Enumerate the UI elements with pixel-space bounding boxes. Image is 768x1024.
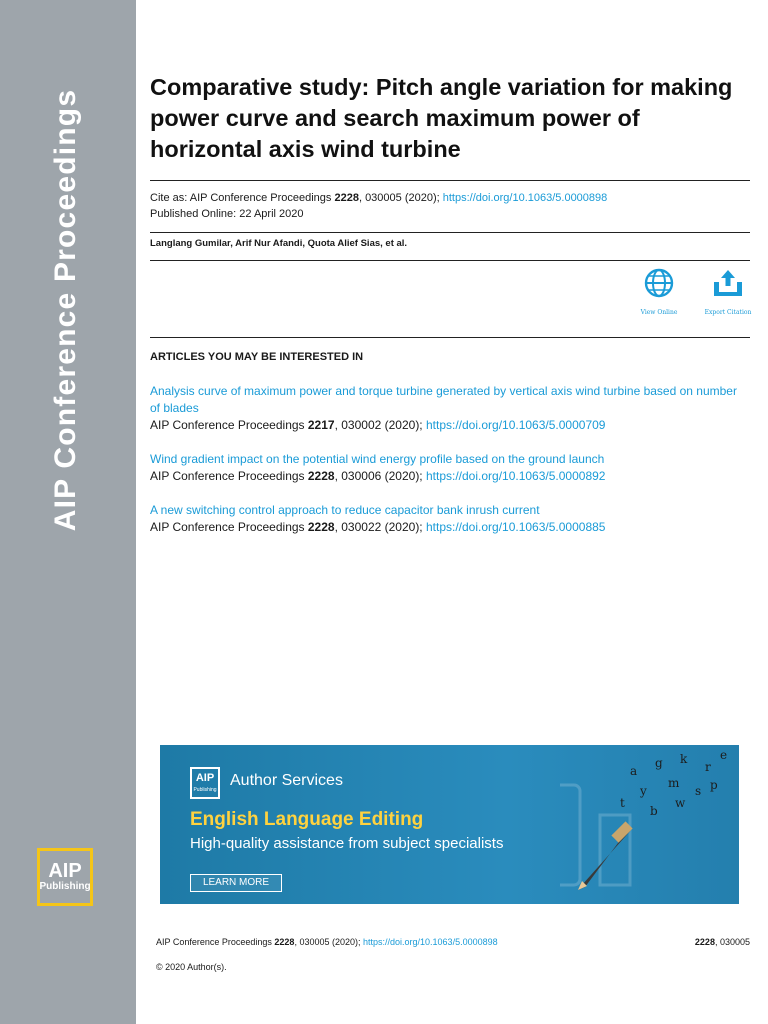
footer-rest: , 030005 (2020); xyxy=(294,937,363,947)
pencil-illustration xyxy=(560,745,739,904)
export-citation-label: Export Citation xyxy=(704,309,752,316)
svg-text:w: w xyxy=(675,796,686,810)
published-date: Published Online: 22 April 2020 xyxy=(150,208,304,220)
related-article xyxy=(150,451,750,485)
export-icon xyxy=(711,268,745,298)
citation-rest: , 030006 (2020); xyxy=(334,469,426,483)
svg-text:k: k xyxy=(680,752,688,766)
banner-subline: High-quality assistance from subject specialists xyxy=(190,835,504,852)
journal-name: AIP Conference Proceedings xyxy=(150,520,308,534)
svg-text:s: s xyxy=(695,784,702,798)
service-name: Author Services xyxy=(230,772,343,789)
citation-block xyxy=(150,190,607,222)
export-citation-button[interactable] xyxy=(698,268,758,316)
cite-doi-link[interactable]: https://doi.org/10.1063/5.0000898 xyxy=(442,192,608,204)
svg-text:g: g xyxy=(655,756,663,770)
author-services-banner[interactable] xyxy=(160,745,739,904)
footer-citation xyxy=(156,937,750,947)
journal-name: AIP Conference Proceedings xyxy=(49,88,82,532)
related-article-title[interactable]: Wind gradient impact on the potential wind energy profile based on the ground launch xyxy=(150,452,605,466)
aip-logo-text: AIP xyxy=(195,772,215,784)
learn-more-button[interactable]: LEARN MORE xyxy=(190,874,282,892)
volume: 2228 xyxy=(307,469,335,483)
banner-headline: English Language Editing xyxy=(190,809,424,830)
aip-logo xyxy=(190,767,220,799)
related-article xyxy=(150,383,750,434)
svg-text:a: a xyxy=(630,764,638,778)
citation-rest: , 030022 (2020); xyxy=(334,520,426,534)
related-article xyxy=(150,502,750,536)
doi-link[interactable]: https://doi.org/10.1063/5.0000885 xyxy=(425,520,606,534)
footer-volume: 2228 xyxy=(274,937,295,947)
svg-text:m: m xyxy=(668,776,680,790)
svg-text:y: y xyxy=(640,784,647,798)
journal-name: AIP Conference Proceedings xyxy=(150,469,308,483)
sidebar xyxy=(0,0,136,1024)
citation-rest: , 030002 (2020); xyxy=(334,418,426,432)
cite-prefix: Cite as: AIP Conference Proceedings xyxy=(150,192,335,204)
aip-logo-subtext: Publishing xyxy=(193,787,217,793)
volume: 2217 xyxy=(307,418,335,432)
logo-text: AIP xyxy=(48,860,82,882)
footer-doi-link[interactable]: https://doi.org/10.1063/5.0000898 xyxy=(363,937,498,947)
journal-name: AIP Conference Proceedings xyxy=(150,418,308,432)
paper-title: Comparative study: Pitch angle variation for making power curve and search maximum power of horizontal axis wind turbine xyxy=(150,74,733,162)
globe-icon xyxy=(644,268,674,298)
copyright: © 2020 Author(s). xyxy=(156,962,227,972)
aip-publishing-logo[interactable] xyxy=(37,848,93,906)
doi-link[interactable]: https://doi.org/10.1063/5.0000892 xyxy=(425,469,606,483)
related-article-title[interactable]: A new switching control approach to reduce capacitor bank inrush current xyxy=(150,503,540,517)
page-number: , 030005 xyxy=(714,937,750,947)
logo-subtext: Publishing xyxy=(39,881,91,892)
divider xyxy=(150,180,750,181)
volume: 2228 xyxy=(307,520,335,534)
divider xyxy=(150,232,750,233)
svg-text:p: p xyxy=(710,778,718,792)
view-online-label: View Online xyxy=(640,309,678,316)
related-heading: ARTICLES YOU MAY BE INTERESTED IN xyxy=(150,351,364,363)
page-reference xyxy=(695,937,750,947)
divider xyxy=(150,260,750,261)
page-volume: 2228 xyxy=(694,937,715,947)
view-online-button[interactable] xyxy=(629,268,689,316)
footer-journal: AIP Conference Proceedings xyxy=(156,937,275,947)
cite-volume: 2228 xyxy=(334,192,359,204)
svg-text:t: t xyxy=(620,796,625,810)
cite-rest: , 030005 (2020); xyxy=(358,192,443,204)
svg-text:e: e xyxy=(720,748,728,762)
doi-link[interactable]: https://doi.org/10.1063/5.0000709 xyxy=(425,418,606,432)
related-article-title[interactable]: Analysis curve of maximum power and torque turbine generated by vertical axis wind turbine based on number of blades xyxy=(150,384,737,415)
author-list: Langlang Gumilar, Arif Nur Afandi, Quota Alief Sias, et al. xyxy=(150,238,408,249)
svg-text:b: b xyxy=(650,804,658,818)
divider xyxy=(150,337,750,338)
svg-text:r: r xyxy=(705,760,711,774)
